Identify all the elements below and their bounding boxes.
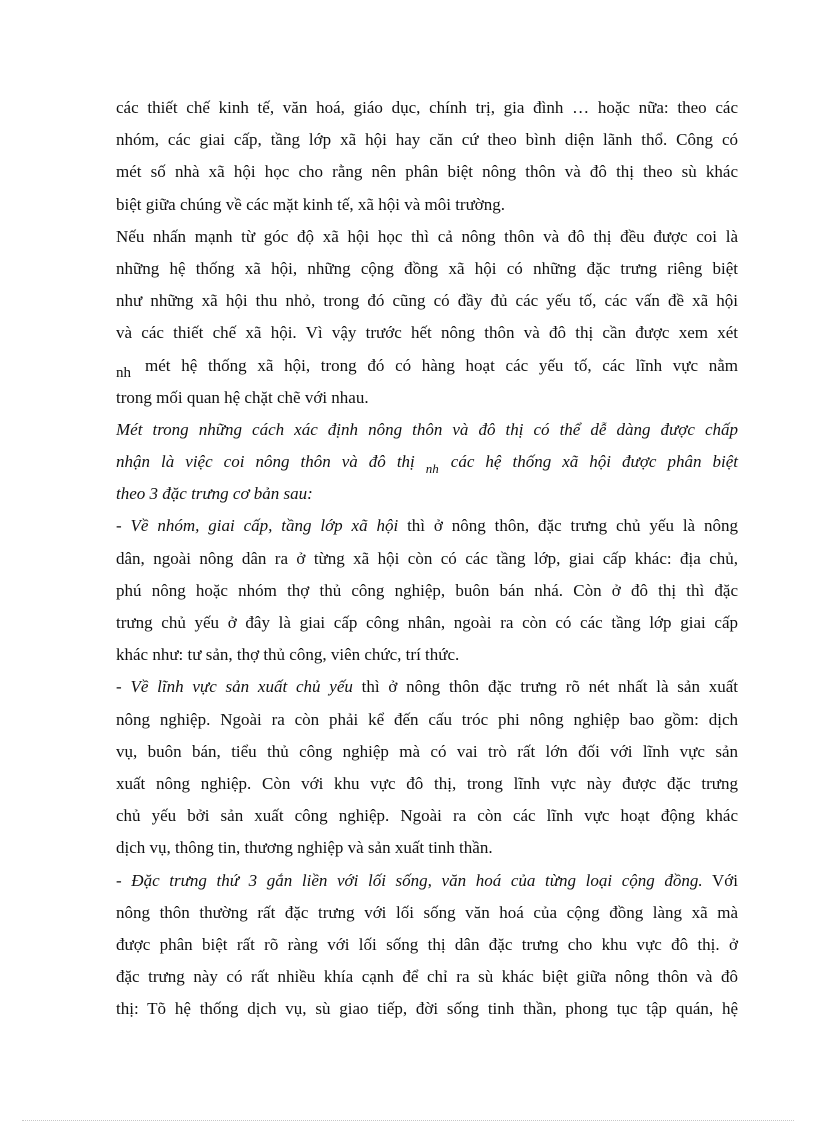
text-line (116, 704, 738, 736)
text-line (116, 865, 738, 897)
text-line (116, 253, 738, 285)
text-line (116, 446, 738, 478)
body-text: thì ở nông thôn, đặc trưng chủ yếu là nông (398, 516, 738, 536)
body-text: các thiết chế kinh tế, văn hoá, giáo dục, chính trị, gia đình … hoặc nữa: theo các (116, 98, 738, 117)
text-line (116, 285, 738, 317)
body-text: xuất nông nghiệp. Còn với khu vực đô thị, trong lĩnh vực này được đặc trưng (116, 773, 738, 793)
body-text: trưng chủ yếu ở đây là giai cấp công nhân, ngoài ra còn có các tầng lớp giai cấp (116, 613, 738, 632)
body-text: nông thôn thường rất đặc trưng với lối sống văn hoá của cộng đồng làng xã mà (116, 902, 738, 922)
body-text: phú nông hoặc nhóm thợ thủ công nghiệp, buôn bán nhá. Còn ở đô thị thì đặc (116, 580, 738, 600)
text-line (116, 575, 738, 607)
text-line (116, 736, 738, 768)
body-text: - (116, 870, 132, 890)
body-text: Với (702, 870, 738, 890)
text-line (116, 929, 738, 961)
text-line (116, 543, 738, 575)
text-line (116, 607, 738, 639)
italic-text: theo 3 đặc trưng cơ bản sau: (116, 484, 313, 504)
text-line (116, 768, 738, 800)
text-line (116, 800, 738, 832)
text-line (116, 639, 738, 671)
body-text: nông nghiệp. Ngoài ra còn phải kể đến cấu tróc phi nông nghiệp bao gồm: dịch (116, 709, 738, 729)
body-text: nhóm, các giai cấp, tầng lớp xã hội hay căn cứ theo bình diện lãnh thổ. Công có (116, 130, 738, 150)
body-text: trong mối quan hệ chặt chẽ với nhau. (116, 387, 369, 407)
body-text: Nếu nhấn mạnh từ góc độ xã hội học thì cả nông thôn và đô thị đều được coi là (116, 226, 738, 246)
text-line (116, 961, 738, 993)
italic-text: Về nhóm, giai cấp, tầng lớp xã hội (130, 516, 399, 536)
italic-text: các hệ thống xã hội được phân biệt (450, 452, 738, 472)
italic-text: Đặc trưng thứ 3 gắn liền với lối sống, văn hoá của từng loại cộng đồng. (131, 870, 703, 890)
body-text: như những xã hội thu nhỏ, trong đó cũng có đầy đủ các yếu tố, các vấn đề xã hội (116, 291, 738, 311)
text-line (116, 414, 738, 446)
document-body (116, 92, 738, 1025)
body-text: mét hệ thống xã hội, trong đó có hàng hoạt các yếu tố, các lĩnh vực nằm (145, 355, 738, 375)
text-line (116, 92, 738, 124)
body-text: - (116, 516, 131, 536)
body-text: - (116, 677, 131, 697)
body-text: thị: Tõ hệ thống dịch vụ, sù giao tiếp, đời sống tinh thần, phong tục tập quán, hệ (116, 999, 738, 1019)
body-text: khác như: tư sản, thợ thủ công, viên chức, trí thức. (116, 645, 460, 665)
body-text: mét số nhà xã hội học cho rằng nên phân biệt nông thôn và đô thị theo sù khác (116, 162, 738, 182)
text-line (116, 124, 738, 156)
body-text: biệt giữa chúng về các mặt kinh tế, xã hội và môi trường. (116, 194, 506, 214)
body-text: đặc trưng này có rất nhiều khía cạnh để chỉ ra sù khác biệt giữa nông thôn và đô (116, 967, 738, 987)
text-line (116, 510, 738, 542)
text-line (116, 189, 738, 221)
body-text: dân, ngoài nông dân ra ở từng xã hội còn có các tầng lớp, giai cấp khác: địa chủ, (116, 548, 738, 568)
italic-text: nhận là việc coi nông thôn và đô thị (116, 452, 426, 472)
text-line (116, 897, 738, 929)
text-line (116, 382, 738, 414)
italic-text: Mét trong những cách xác định nông thôn và đô thị có thể dễ dàng được chấp (116, 419, 738, 439)
body-text: dịch vụ, thông tin, thương nghiệp và sản xuất tinh thần. (116, 838, 493, 858)
body-text: những hệ thống xã hội, những cộng đồng xã hội có những đặc trưng riêng biệt (116, 258, 738, 278)
body-text: thì ở nông thôn đặc trưng rõ nét nhất là sản xuất (352, 677, 738, 697)
body-text: chủ yếu bởi sản xuất công nghiệp. Ngoài ra còn các lĩnh vực hoạt động khác (116, 806, 738, 826)
text-line (116, 221, 738, 253)
page-bottom-divider (22, 1120, 794, 1121)
subscript-text: nh (116, 364, 131, 381)
text-line (116, 317, 738, 349)
subscript-text: nh (425, 461, 439, 477)
text-line (116, 832, 738, 864)
text-line (116, 993, 738, 1025)
text-line (116, 350, 738, 382)
text-line (116, 671, 738, 703)
text-line (116, 156, 738, 188)
body-text: được phân biệt rất rõ ràng với lối sống thị dân đặc trưng cho khu vực đô thị. ở (116, 934, 738, 954)
body-text: và các thiết chế xã hội. Vì vậy trước hết nông thôn và đô thị cần được xem xét (116, 323, 738, 343)
body-text: vụ, buôn bán, tiểu thủ công nghiệp mà có vai trò rất lớn đối với lĩnh vực sản (116, 741, 738, 761)
italic-text: Về lĩnh vực sản xuất chủ yếu (130, 677, 353, 697)
